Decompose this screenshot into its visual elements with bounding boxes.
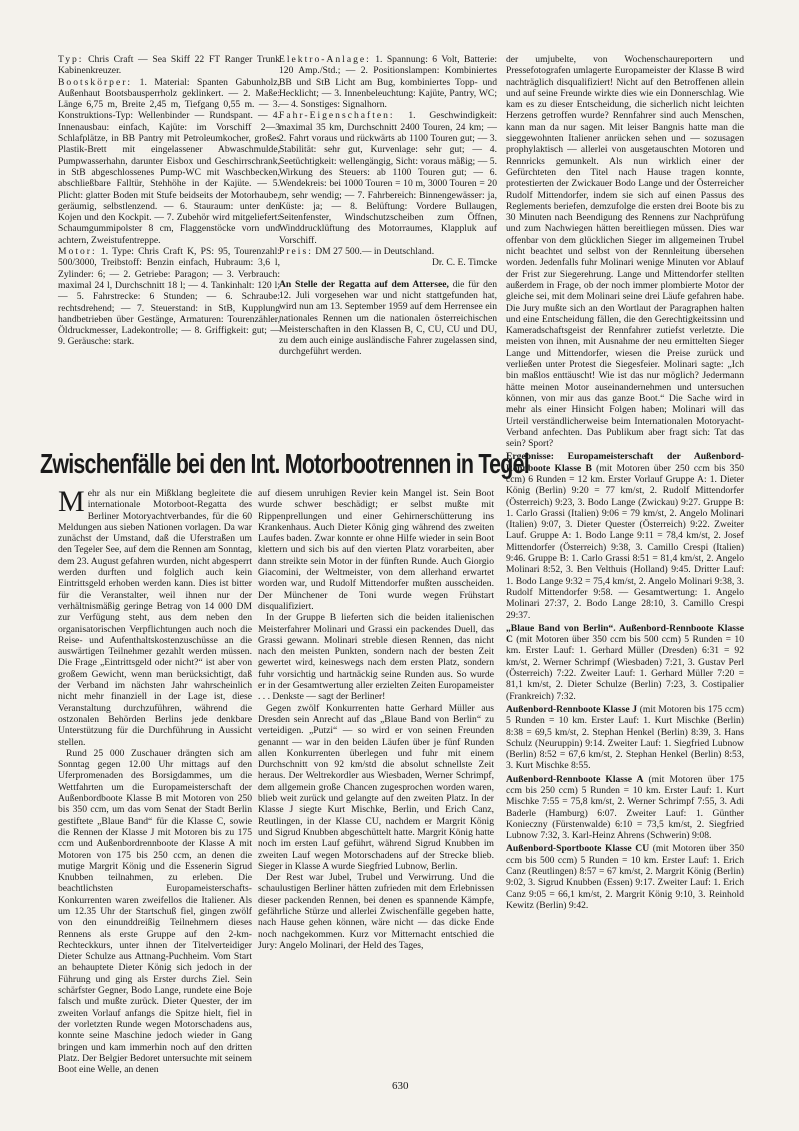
page-number: 630 bbox=[392, 1080, 409, 1092]
results-class-a: Außenbord-Rennboote Klasse A (mit Motoren über 175 ccm bis 250 ccm) 5 Runden = 10 km. Erster Lauf: 1. Kurt Mischke 7:55 = 75,8 km/st, 2. Werner Schrimpf 7:55, 3. Adi Baderle (Hamburg) 6:07. Zweiter Lauf: 1. Günther Konieczny (Fürstenwalde) 6:10 = 73,5 km/st, 2. Siegfried Lubnow 7:32, 3. Karl-Heinz Ahrens (Schwerin) 9:08. bbox=[506, 773, 745, 842]
attersee-notice: An Stelle der Regatta auf dem Attersee, die für den 12. Juli vorgesehen war und nicht stattgefunden hat, wird nun am 13. September 1959 auf dem Herrensee ein nationales Rennen um die nationalen österreichischen Meisterschaften in den Klassen B, C, CU, CU und DU, zu dem auch einige ausländische Fahrer zugelassen sind, durchgeführt werden. bbox=[279, 278, 497, 358]
results-class-j: Außenbord-Rennboote Klasse J (mit Motoren bis 175 ccm) 5 Runden = 10 km. Erster Lauf: 1. Kurt Mischke (Berlin) 8:38 = 69,5 km/st, 2. Stephan Henkel (Berlin) 8:39, 3. Hans Schulz (Neuruppin) 9:14. Zweiter Lauf: 1. Siegfried Lubnow (Berlin) 8:52 = 67,6 km/st, 2. Stephan Henkel (Berlin) 8:53, 3. Kurt Mischke 8:55. bbox=[506, 703, 744, 772]
article-paragraph: auf diesem unruhigen Revier kein Mangel ist. Sein Boot wurde schwer beschädigt; er selbst mußte mit Rippenprellungen und einer Gehirnerschütterung ins Krankenhaus. Auch Dieter König ging während des zweiten Laufes baden. Zwar konnte er ohne Hilfe wieder in sein Boot klettern und sich bis auf den vierten Platz vorarbeiten, aber dann streikte sein Motor in der fünften Runde. Auch Giorgio Giacomini, der Weltmeister, von dem allerhand erwartet worden war, und Rudolf Mittendorfer mußten ausscheiden. Der Münchener de Toni wurde wegen Frühstart disqualifiziert. bbox=[258, 488, 494, 612]
article-paragraph: Gegen zwölf Konkurrenten hatte Gerhard Müller aus Dresden sein Anrecht auf das „Blaue Band von Berlin“ zu verteidigen. „Putzi“ — so wird er von seinen Freunden genannt — war in den beiden Läufen über je fünf Runden allen Konkurrenten überlegen und fuhr mit einem Durchschnitt von 92 km/std die absolut schnellste Zeit heraus. Der Weltrekordler aus Wiesbaden, Werner Schrimpf, dem allgemein große Chancen zugesprochen worden waren, blieb weit zurück und gelangte auf den zweiten Platz. In der Klasse J siegte Kurt Mischke, Berlin, und Erich Canz, Reutlingen, in der Klasse CU, nachdem er Margrit König und Sigrud Knubben abgeschüttelt hatte. Margrit König hatte noch im ersten Lauf geführt, während Sigrud Knubben im zweiten Lauf wegen Motorschadens auf der Strecke blieb. Sieger in Klasse A wurde Siegfried Lubnow, Berlin. bbox=[258, 702, 494, 872]
boat-spec-column-left bbox=[58, 54, 280, 348]
spec-type: Typ: Chris Craft — Sea Skiff 22 FT Ranger Trunk Kabinenkreuzer. bbox=[58, 54, 280, 77]
intro-text: ehr als nur ein Mißklang begleitete die internationale Motorboot-Regatta des Berliner Motoryachtverbandes, für die 60 Meldungen aus sieben Nationen vorlagen. Da war zunächst der Umstand, daß die Uferstraßen um den Tegeler See, auf dem die Rennen am Sonntag, dem 23. August gefahren wurden, nicht abgesperrt werden durften und folglich auch kein Eintrittsgeld erhoben werden kann. Dies ist bitter für die Veranstalter, weil ihnen nur der verhältnismäßig geringe Betrag von 14 000 DM zur Verfügung steht, aus dem neben den organisatorischen Verpflichtungen auch noch die Reise- und Aufenthaltskostenzuschüsse an die auswärtigen Teilnehmer gezahlt werden müssen. Die Frage „Eintrittsgeld oder nicht?“ ist aber von großem Gewicht, wenn man berücksichtigt, daß der Verband im nächsten Jahr wahrscheinlich nicht mehr finanziell in der Lage ist, diese Veranstaltung durchzuführen, während die ostzonalen Behörden Berlins jede denkbare Unterstützung für die Durchführung in Aussicht stellen. bbox=[58, 488, 252, 748]
spec-price: Preis: DM 27 500.— in Deutschland. bbox=[279, 246, 435, 258]
author-signature: Dr. C. E. Timcke bbox=[431, 257, 497, 269]
spec-hull: Bootskörper: 1. Material: Spanten Gabunholz, Außenhaut Bootsbausperrholz geklinkert. — 2. Maße: Länge 6,75 m, Breite 2,45 m, Tiefgang 0,55 m. — 3. Konstruktions-Typ: Wellenbinder — Rundspant. — 4. Innenausbau: einfach, Kajüte: im Vorschiff 2—3 Schlafplätze, in BB Pantry mit Petroleumkocher, großes Plastik-Brett mit eingelassener Abwaschmulde, Pumpwasserhahn, darunter Eisbox und Geschirrschrank, in StB abgeschlossenes Pump-WC mit Waschbecken, abschließbare Falltür, Stehhöhe in der Kajüte. — 5. Plicht: glatter Boden mit Stufe beidseits der Motorhaube, geräumig, selbstlenzend. — 6. Stauraum: unter den Kojen und den Kockpit. — 7. Zubehör wird mitgeliefert: Schaumgummipolster 8 cm, Flaggenstöcke vorn und achtern, Zweistufentreppe. bbox=[58, 76, 280, 246]
article-headline: Zwischenfälle bei den Int. Motorbootrennen in Tegel bbox=[40, 448, 529, 479]
drop-cap: M bbox=[58, 485, 85, 518]
boat-spec-column-middle bbox=[279, 54, 497, 358]
disqualification-text: der umjubelte, von Wochenschaureportern und Pressefotografen umlagerte Europameister der Klasse B wird nachträglich disqualifiziert! Nicht auf den Betroffenen allein und auf seine Freunde wirkte dies wie ein Donnerschlag. Wie kam es zu dieser Entscheidung, die sicherlich nicht leichten Herzens getroffen wurde? Rennfahrer sind auch Menschen, kann man da nur sagen. Mit leiser Bangnis hatte man die sieggewohnten Italiener anrücken sehen und — sozusagen prophylaktisch — allerlei von ausgetauschten Motoren und Rennricks gemunkelt. Als nun wirklich einer der Gefürchteten den Titel nach Hause tragen konnte, protestierten der Zwickauer Bodo Lange und der Österreicher Rudolf Mittendorfer, indem sie sich auf einen Passus des Reglements beriefen, demzufolge die ersten drei Boote bis zu 30 Minuten nach Beendigung des Rennens zur Nachprüfung und zum Nachwiegen hätten bereitliegen müssen. Dies war offenbar von dem glücklichen Sieger im allgemeinen Trubel nicht beachtet und selbst von der Rennleitung übersehen worden. Jedenfalls fuhr Molinari wenige Minuten vor Ablauf der Frist zur Siegerehrung. Lange und Mittendorfer stellten außerdem in Frage, ob der noch immer plombierte Motor der gleiche sei, mit dem Molinari seine drei Läufe gefahren habe. Die Jury mußte sich an den Wortlaut der Paragraphen halten und eine Entscheidung fällen, die den Gerechtigkeitssinn und Kameradschaftsgeist der Rennfahrer zutiefst verletzte. Die meisten von ihnen, mit Ausnahme der neu ermittelten Sieger Lange und Mittendorfer, wiesen die Preise zurück und verließen unter Protest die Siegesfeier. Molinari sagte: „Ich bin maßlos enttäuscht! Wie ist das nur möglich? Jedermann hätte meinen Motor auseinandernehmen und untersuchen können, von mir aus das ganze Boot.“ Die Sache wird in mehr als einer Hinsicht Folgen haben; Molinari will das Urteil verständlicherweise beim Internationalen Motoryacht-Verband anfechten. Das Publikum aber fragt sich: Tat das sein? Sport? bbox=[506, 54, 744, 450]
spec-handling: Fahr-Eigenschaften: 1. Geschwindigkeit: maximal 35 km, Durchschnitt 2400 Touren, 24 km; — 2. Fahrt voraus und rückwärts ab 1100 Touren gut; — 3. Stabilität: sehr gut, Kurvenlage: sehr gut; — 4. Seetüchtigkeit: wellengängig, Sicht: voraus mäßig; — 5. Wirkung des Steuers: ab 1100 Touren gut; — 6. Wendekreis: bei 1000 Touren = 10 m, 3000 Touren = 20 m, sehr wendig; — 7. Fahrbereich: Binnengewässer: ja, Küste: ja; — 8. Belüftung: Vordere Bullaugen, Seitenfenster, Windschutzscheiben zum Öffnen, Winddrucklüftung des Motorraumes, Klappluk auf Vorschiff. bbox=[279, 110, 497, 246]
article-paragraph: Der Rest war Jubel, Trubel und Verwirrung. Und die schaulustigen Berliner hätten zufrieden mit dem Erlebnissen dieser packenden Rennen, bei denen es spannende Kämpfe, gefährliche Stürze und allerlei Zwischenfälle gegeben hatte, nach Hause gehen können, wäre nicht — das dicke Ende noch nachgekommen. Kurz vor Mitternacht entschied die Jury: Angelo Molinari, der Held des Tages, bbox=[258, 872, 494, 951]
results-list bbox=[506, 451, 744, 911]
results-class-b: Ergebnisse: Europameisterschaft der Außenbord-Rennboote Klasse B (mit Motoren über 250 ccm bis 350 ccm) 6 Runden = 12 km. Erster Vorlauf Gruppe A: 1. Dieter König (Berlin) 9:20 = 77 km/st, 2. Rudolf Mittendorfer (Österreich) 9:23, 3. Bodo Lange (Zwickau) 9:27. Gruppe B: 1. Carlo Grassi (Italien) 9:06 = 79 km/st, 2. Angelo Molinari (Italien) 9:07, 3. Dieter Quester (Österreich) 9:22. Zweiter Lauf. Gruppe A: 1. Bodo Lange 9:11 = 78,4 km/st, 2. Josef Mittendorfer (Österreich) 9:38, 3. Camillo Crespi (Italien) 9:46. Gruppe B: 1. Carlo Grassi 8:51 = 81,4 km/st, 2. Angelo Molinari 8:52, 3. Ben Velthuis (Holland) 9:45. Dritter Lauf: 1. Bodo Lange 9:32 = 75,4 km/st, 2. Angelo Molinari 9:38, 3. Rudolf Mittendorfer 9:58. — Gesamtwertung: 1. Angelo Molinari 27:37, 2. Bodo Lange 28:10, 3. Camillo Crespi 29:37. bbox=[506, 451, 744, 621]
article-column-left bbox=[58, 485, 252, 1076]
article-column-middle bbox=[258, 488, 494, 951]
article-paragraph: Rund 25 000 Zuschauer drängten sich am Sonntag gegen 12.00 Uhr mittags auf den Uferpromenaden des Borsigdammes, um die Wettfahrten um die Europameisterschaft der Außenbordboote Klasse B mit Motoren von 250 bis 350 ccm, um das vom Senat der Stadt Berlin gestiftete „Blaue Band“ für die Klasse C, sowie die Rennen der Klasse J mit Motoren bis zu 175 ccm und Außenbordrennboote der Klasse A mit Motoren von 175 bis 250 ccm, an denen die mutige Margrit König und die Essenerin Sigrud Knubben teilnahmen, zu erleben. Die beachtlichsten Europameisterschafts-Konkurrenten waren zweifellos die Italiener. Als um 12.35 Uhr der Startschuß fiel, gingen zwölf von den einunddreißig Teilnehmern dieses Rennens als erste Gruppe auf den 2-km-Rechteckkurs, unter ihnen der Titelverteidiger Dieter Schulze aus Attnang-Puchheim. Vom Start an behauptete Dieter König sich jedoch in der Führung und ging als Erster durchs Ziel. Sein schärfster Gegner, Bodo Lange, rundete eine Boje falsch und mußte zurück. Dieter Quester, der im zweiten Vorlauf anfangs die Spitze hielt, fiel in der vorletzten Runde wegen Motorschadens aus, konnte seine Maschine jedoch wieder in Gang bringen und kam immerhin noch auf den dritten Platz. Der Belgier Bedoret untersuchte mit seinem Boot eine Welle, an denen bbox=[58, 747, 252, 1076]
article-intro bbox=[58, 485, 252, 748]
results-class-c: „Blaue Band von Berlin“. Außenbord-Rennboote Klasse C (mit Motoren über 350 ccm bis 500 ccm) 5 Runden = 10 km. Erster Lauf: 1. Gerhard Müller (Dresden) 6:31 = 92 km/st, 2. Werner Schrimpf (Wiesbaden) 7:21, 3. Gustav Perl (Österreich) 7:22. Zweiter Lauf: 1. Gerhard Müller 7:20 = 81,1 km/st, 2. Dieter Schulze (Berlin) 7:23, 3. Costipalier (Frankreich) 7:32. bbox=[506, 622, 744, 702]
spec-electrics: Elektro-Anlage: 1. Spannung: 6 Volt, Batterie: 120 Amp./Std.; — 2. Positionslampen: Kombiniertes BB und StB Licht am Bug, kombiniertes Topp- und Hecklicht; — 3. Innenbeleuchtung: Kajüte, Pantry, WC; — 4. Sonstiges: Signalhorn. bbox=[279, 54, 497, 111]
article-paragraph: In der Gruppe B lieferten sich die beiden italienischen Meisterfahrer Molinari und Grassi ein packendes Duell, das Grassi gewann. Molinari streble diesen Rennen, das nicht nach den meisten Punkten, sondern nach der besten Zeit gewertet wird, keineswegs nach dem ersten Platz, sondern fuhr vorsichtig und hartnäckig seine Runden aus. So wurde er in der Gesamtwertung aller erzielten Zeiten Europameister . . . Denkste — sagt der Berliner! bbox=[258, 612, 494, 703]
article-column-right bbox=[506, 54, 744, 911]
spec-motor: Motor: 1. Type: Chris Craft K, PS: 95, Tourenzahl: 500/3000, Treibstoff: Benzin einfach, Hubraum: 3,6 l, Zylinder: 6; — 2. Getriebe: Paragon; — 3. Verbrauch: maximal 24 l, Durchschnitt 18 l; — 4. Tankinhalt: 120 l; — 5. Fahrstrecke: 6 Stunden; — 6. Schraube: rechtsdrehend; — 7. Steuerstand: in StB, Kupplung handbetrieben über Gestänge, Armaturen: Tourenzähler, Öldruckmesser, Ladekontrolle; — 8. Griffigkeit: gut; — 9. Geräusche: stark. bbox=[58, 246, 280, 348]
results-class-cu: Außenbord-Sportboote Klasse CU (mit Motoren über 350 ccm bis 500 ccm) 5 Runden = 10 km. Erster Lauf: 1. Erich Canz (Reutlingen) 8:57 = 67 km/st, 2. Margrit König (Berlin) 9:02, 3. Sigrud Knubben (Essen) 9:17. Zweiter Lauf: 1. Erich Canz 9:05 = 66,1 km/st, 2. Margrit König 9:10, 3. Reinhold Kewitz (Berlin) 9:42. bbox=[506, 843, 744, 911]
